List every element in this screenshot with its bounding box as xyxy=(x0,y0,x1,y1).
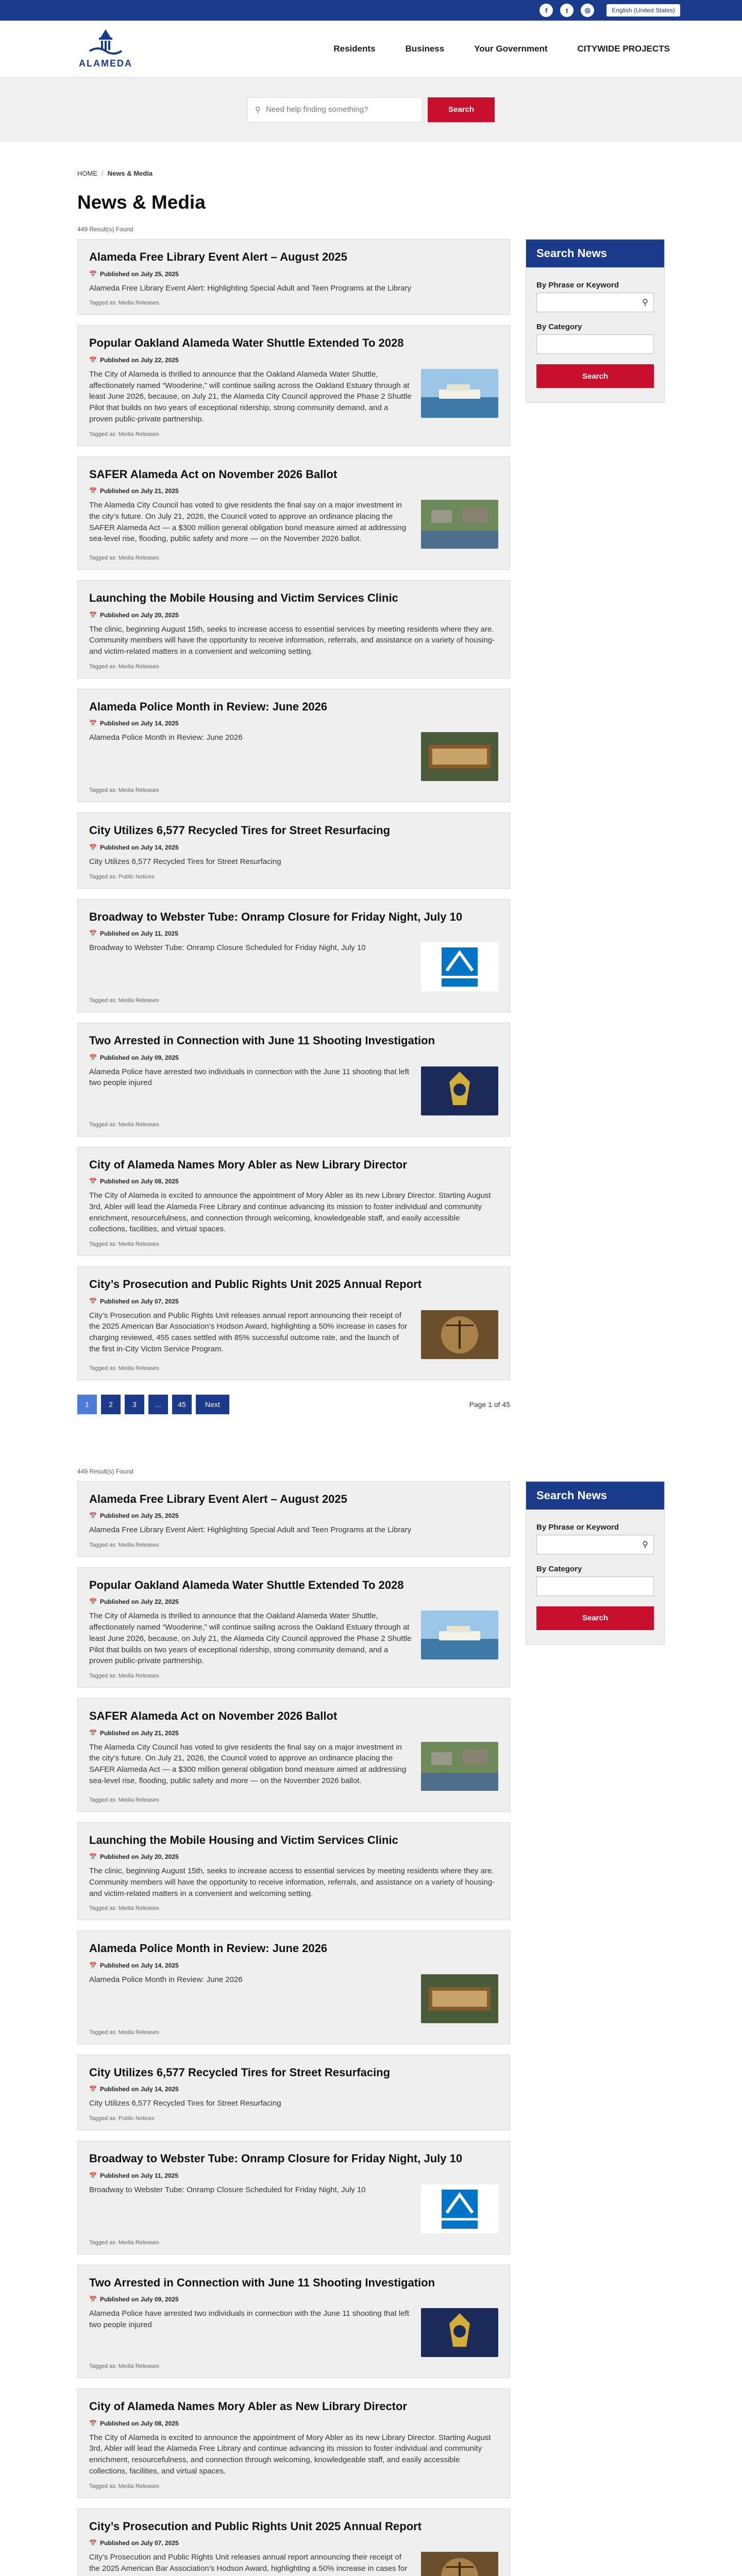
scales-of-justice-image xyxy=(421,2552,498,2576)
news-title-link[interactable]: City of Alameda Names Mory Abler as New Library Director xyxy=(89,2400,408,2413)
news-tag: Tagged as: Media Releases xyxy=(89,431,159,437)
news-summary: City’s Prosecution and Public Rights Unit releases annual report announcing their receipt of the 2025 American Bar Association’s Hodson Award, highlighting a 50% increase in cases for xyxy=(89,2553,408,2573)
publish-date-text: Published on July 09, 2025 xyxy=(99,2296,179,2303)
caltrans-logo xyxy=(421,942,498,991)
scales-of-justice-image xyxy=(421,1310,498,1359)
publish-date xyxy=(89,2086,498,2093)
calendar-icon: 📅 xyxy=(89,1961,97,1969)
publish-date-text: Published on July 14, 2025 xyxy=(99,720,179,727)
news-title-link[interactable]: City Utilizes 6,577 Recycled Tires for Street Resurfacing xyxy=(89,2065,391,2079)
news-tag: Tagged as: Public Notices xyxy=(89,873,155,880)
main-nav xyxy=(333,44,670,54)
results-section xyxy=(77,1468,665,2576)
publish-date xyxy=(89,720,498,727)
news-card xyxy=(77,2388,510,2498)
news-title-link[interactable]: Broadway to Webster Tube: Onramp Closure for Friday Night, July 10 xyxy=(89,910,463,923)
pagination xyxy=(77,1395,510,1414)
publish-date xyxy=(89,2420,498,2427)
publish-date-text: Published on July 14, 2025 xyxy=(99,1961,179,1969)
publish-date xyxy=(89,2296,498,2303)
language-select[interactable]: English (United States) xyxy=(606,4,680,16)
news-tag: Tagged as: Media Releases xyxy=(89,2483,159,2489)
page-title: News & Media xyxy=(77,192,206,213)
news-card xyxy=(77,1822,510,1921)
search-news-button[interactable]: Search xyxy=(536,364,654,388)
news-card xyxy=(77,1698,510,1812)
nav-citywide-projects[interactable]: CITYWIDE PROJECTS xyxy=(577,43,670,54)
news-summary: The City of Alameda is thrilled to announce that the Oakland Alameda Water Shuttle, affectionately named “Wooderine,” will continue sailing across the Oakland Estuary through at least June 2026, because, on July 21, the Alameda City Council approved the Phase 2 Shuttle Pilot that builds on two years of exceptional ridership, strong community demand, and a proven public-private partnership. xyxy=(89,1612,412,1666)
news-title-link[interactable]: Alameda Police Month in Review: June 2026 xyxy=(89,700,328,713)
calendar-icon: 📅 xyxy=(89,1297,97,1305)
city-seal-icon xyxy=(88,28,124,57)
publish-date-text: Published on July 21, 2025 xyxy=(99,1729,179,1737)
publish-date-text: Published on July 11, 2025 xyxy=(99,2172,179,2179)
news-card xyxy=(77,689,510,803)
news-title-link[interactable]: Two Arrested in Connection with June 11 Shooting Investigation xyxy=(89,2276,435,2289)
news-summary: Alameda Police have arrested two individuals in connection with the June 11 shooting that left two people injured xyxy=(89,1067,409,1088)
search-news-panel xyxy=(526,239,665,403)
calendar-icon: 📅 xyxy=(89,1512,97,1519)
water-shuttle-photo xyxy=(421,1611,498,1659)
caltrans-logo xyxy=(421,2184,498,2233)
news-title-link[interactable]: Launching the Mobile Housing and Victim Services Clinic xyxy=(89,591,398,604)
news-summary: Alameda Police Month in Review: June 2026 xyxy=(89,733,243,742)
news-tag: Tagged as: Media Releases xyxy=(89,2029,159,2036)
publish-date-text: Published on July 08, 2025 xyxy=(99,1178,179,1185)
news-summary: Alameda Free Library Event Alert: Highlighting Special Adult and Teen Programs at the Library xyxy=(89,1526,412,1534)
nav-your-government[interactable]: Your Government xyxy=(474,43,548,54)
police-sign-photo xyxy=(421,1974,498,2023)
breadcrumb-home[interactable]: HOME xyxy=(77,170,97,177)
news-summary: The City of Alameda is thrilled to announce that the Oakland Alameda Water Shuttle, affectionately named “Wooderine,” will continue sailing across the Oakland Estuary through at least June 2026, because, on July 21, the Alameda City Council approved the Phase 2 Shuttle Pilot that builds on two years of exceptional ridership, strong community demand, and a proven public-private partnership. xyxy=(89,369,412,423)
news-summary: City’s Prosecution and Public Rights Unit releases annual report announcing their receipt of the 2025 American Bar Association’s Hodson Award, highlighting a 50% increase in cases for charging reviewed, 455 cases settled with 85% successful outcome rate, and the launch of the first in-City Victim Service Program. xyxy=(89,1311,408,1353)
publish-date xyxy=(89,1512,498,1519)
news-summary: Broadway to Webster Tube: Onramp Closure Scheduled for Friday Night, July 10 xyxy=(89,2185,366,2194)
calendar-icon: 📅 xyxy=(89,720,97,727)
news-card xyxy=(77,1147,510,1257)
calendar-icon: 📅 xyxy=(89,2172,97,2179)
news-summary: The City of Alameda is excited to announce the appointment of Mory Abler as its new Library Director. Starting August 3rd, Abler will lead the Alameda Free Library and continue advancing its mission to foster individual and community enrichment, resourcefulness, and connection through welcoming, knowledgeable staff, and easily accessible collections, facilities, and virtual spaces. xyxy=(89,2433,491,2476)
news-summary: Alameda Police Month in Review: June 2026 xyxy=(89,1975,243,1984)
publish-date-text: Published on July 22, 2025 xyxy=(99,356,179,364)
news-card xyxy=(77,1567,510,1688)
publish-date xyxy=(89,1178,498,1185)
news-title-link[interactable]: Alameda Police Month in Review: June 2026 xyxy=(89,1942,328,1955)
keyword-label: By Phrase or Keyword xyxy=(536,1522,619,1532)
breadcrumb xyxy=(77,170,665,177)
news-card xyxy=(77,2141,510,2255)
news-title-link[interactable]: Alameda Free Library Event Alert – August 2025 xyxy=(89,1492,347,1505)
facebook-icon[interactable]: f xyxy=(539,4,553,17)
news-title-link[interactable]: SAFER Alameda Act on November 2026 Ballot xyxy=(89,1709,338,1722)
calendar-icon: 📅 xyxy=(89,1598,97,1606)
news-summary: The Alameda City Council has voted to give residents the final say on a major investment in the city’s future. On July 21, 2026, the Council voted to approve an ordinance placing the SAFER Alameda Act — a $300 million general obligation bond measure aimed at addressing sea-level rise, flooding, public safety and more — on the November 2026 ballot. xyxy=(89,501,407,544)
news-title-link[interactable]: City’s Prosecution and Public Rights Unit 2025 Annual Report xyxy=(89,1278,422,1291)
publish-date-text: Published on July 22, 2025 xyxy=(99,1598,179,1606)
nav-business[interactable]: Business xyxy=(405,43,445,54)
news-summary: The clinic, beginning August 15th, seeks to increase access to essential services by meeting residents where they are. Community members will have the opportunity to receive information, referrals, and assistance on a variety of housing- and victim-related matters in a convenient and welcoming setting. xyxy=(89,624,495,656)
news-tag: Tagged as: Media Releases xyxy=(89,555,159,561)
news-title-link[interactable]: Two Arrested in Connection with June 11 Shooting Investigation xyxy=(89,1034,435,1047)
calendar-icon: 📅 xyxy=(89,2539,97,2547)
next-page-button[interactable]: Next xyxy=(196,1395,229,1414)
calendar-icon: 📅 xyxy=(89,487,97,495)
publish-date xyxy=(89,1730,498,1737)
search-placeholder: Need help finding something? xyxy=(266,105,368,114)
news-tag: Tagged as: Media Releases xyxy=(89,1365,159,1371)
instagram-icon[interactable]: ◎ xyxy=(581,4,594,17)
publish-date-text: Published on July 25, 2025 xyxy=(99,270,179,278)
category-select[interactable] xyxy=(536,334,654,354)
publish-date xyxy=(89,1298,498,1305)
site-search-button[interactable]: Search xyxy=(428,97,495,122)
news-tag: Tagged as: Media Releases xyxy=(89,2239,159,2246)
publish-date xyxy=(89,2172,498,2179)
calendar-icon: 📅 xyxy=(89,2086,97,2093)
publish-date xyxy=(89,2539,498,2547)
news-tag: Tagged as: Media Releases xyxy=(89,663,159,670)
publish-date xyxy=(89,844,498,851)
news-tag: Tagged as: Media Releases xyxy=(89,1797,159,1803)
nav-residents[interactable]: Residents xyxy=(333,43,376,54)
twitter-icon[interactable]: t xyxy=(560,4,574,17)
news-card xyxy=(77,812,510,888)
publish-date xyxy=(89,1853,498,1860)
news-summary: Broadway to Webster Tube: Onramp Closure Scheduled for Friday Night, July 10 xyxy=(89,943,366,952)
calendar-icon: 📅 xyxy=(89,1054,97,1061)
news-summary: Alameda Free Library Event Alert: Highlighting Special Adult and Teen Programs at the Library xyxy=(89,283,412,293)
calendar-icon: 📅 xyxy=(89,1178,97,1185)
news-title-link[interactable]: Alameda Free Library Event Alert – August 2025 xyxy=(89,250,347,263)
publish-date xyxy=(89,270,498,278)
aerial-photo xyxy=(421,1742,498,1791)
police-badge-image xyxy=(421,2308,498,2357)
news-tag: Tagged as: Media Releases xyxy=(89,1241,159,1247)
news-tag: Tagged as: Media Releases xyxy=(89,1673,159,1679)
news-card xyxy=(77,580,510,679)
search-news-button[interactable]: Search xyxy=(536,1606,654,1630)
news-list xyxy=(77,239,510,1455)
keyword-label: By Phrase or Keyword xyxy=(536,281,619,290)
news-tag: Tagged as: Media Releases xyxy=(89,300,159,307)
news-card xyxy=(77,1023,510,1137)
site-search-input[interactable] xyxy=(247,97,423,122)
site-logo[interactable] xyxy=(72,28,139,69)
breadcrumb-separator: / xyxy=(102,170,104,177)
calendar-icon: 📅 xyxy=(89,356,97,364)
logo-text: ALAMEDA xyxy=(79,58,132,69)
aerial-photo xyxy=(421,500,498,549)
category-select[interactable] xyxy=(536,1577,654,1596)
news-title-link[interactable]: Popular Oakland Alameda Water Shuttle Extended To 2028 xyxy=(89,336,404,350)
publish-date xyxy=(89,1054,498,1061)
publish-date-text: Published on July 21, 2025 xyxy=(99,487,179,495)
news-title-link[interactable]: City’s Prosecution and Public Rights Unit 2025 Annual Report xyxy=(89,2519,422,2533)
result-count: 449 Result(s) Found xyxy=(77,1467,133,1475)
publish-date-text: Published on July 11, 2025 xyxy=(99,930,179,937)
news-title-link[interactable]: City Utilizes 6,577 Recycled Tires for Street Resurfacing xyxy=(89,824,391,837)
news-title-link[interactable]: SAFER Alameda Act on November 2026 Ballot xyxy=(89,467,338,481)
main-content xyxy=(77,170,665,2576)
keyword-input[interactable] xyxy=(536,293,654,312)
result-count: 449 Result(s) Found xyxy=(77,226,133,233)
category-label: By Category xyxy=(536,323,582,331)
calendar-icon: 📅 xyxy=(89,843,97,851)
police-sign-photo xyxy=(421,732,498,781)
publish-date-text: Published on July 25, 2025 xyxy=(99,1512,179,1519)
page-button[interactable]: ... xyxy=(148,1395,168,1414)
publish-date xyxy=(89,487,498,495)
search-icon: ⚲ xyxy=(255,105,261,114)
calendar-icon: 📅 xyxy=(89,2296,97,2303)
water-shuttle-photo xyxy=(421,369,498,418)
category-label: By Category xyxy=(536,1564,582,1573)
news-title-link[interactable]: Launching the Mobile Housing and Victim Services Clinic xyxy=(89,1833,398,1846)
news-title-link[interactable]: Popular Oakland Alameda Water Shuttle Extended To 2028 xyxy=(89,1578,404,1591)
news-card xyxy=(77,456,510,570)
site-search xyxy=(0,77,742,142)
news-tag: Tagged as: Media Releases xyxy=(89,1121,159,1128)
publish-date-text: Published on July 20, 2025 xyxy=(99,611,179,619)
news-tag: Tagged as: Media Releases xyxy=(89,2363,159,2369)
page-info: Page 1 of 45 xyxy=(469,1400,510,1409)
news-card xyxy=(77,2265,510,2379)
news-title-link[interactable]: Broadway to Webster Tube: Onramp Closure for Friday Night, July 10 xyxy=(89,2152,463,2165)
news-card xyxy=(77,239,510,315)
results-section xyxy=(77,226,665,1455)
calendar-icon: 📅 xyxy=(89,930,97,937)
breadcrumb-current: News & Media xyxy=(107,170,153,177)
publish-date-text: Published on July 07, 2025 xyxy=(99,2539,179,2547)
news-summary: Alameda Police have arrested two individuals in connection with the June 11 shooting that left two people injured xyxy=(89,2309,409,2329)
news-tag: Tagged as: Media Releases xyxy=(89,1905,159,1912)
news-title-link[interactable]: City of Alameda Names Mory Abler as New Library Director xyxy=(89,1158,408,1171)
search-news-title: Search News xyxy=(526,1482,664,1510)
news-list xyxy=(77,1481,510,2576)
news-summary: City Utilizes 6,577 Recycled Tires for Street Resurfacing xyxy=(89,2099,281,2108)
publish-date xyxy=(89,357,498,364)
publish-date xyxy=(89,612,498,619)
news-card xyxy=(77,1930,510,2044)
news-card xyxy=(77,2055,510,2130)
publish-date-text: Published on July 09, 2025 xyxy=(99,1054,179,1061)
news-tag: Tagged as: Public Notices xyxy=(89,2115,155,2122)
news-summary: The City of Alameda is excited to announce the appointment of Mory Abler as its new Library Director. Starting August 3rd, Abler will lead the Alameda Free Library and continue advancing its mission to foster individual and community enrichment, resourcefulness, and connection through welcoming, knowledgeable staff, and easily accessible collections, facilities, and virtual spaces. xyxy=(89,1191,491,1234)
publish-date-text: Published on July 08, 2025 xyxy=(99,2419,179,2427)
publish-date xyxy=(89,1962,498,1969)
search-icon: ⚲ xyxy=(642,1540,648,1549)
news-card xyxy=(77,1481,510,1557)
news-tag: Tagged as: Media Releases xyxy=(89,997,159,1004)
search-news-title: Search News xyxy=(526,240,664,267)
news-tag: Tagged as: Media Releases xyxy=(89,787,159,794)
publish-date-text: Published on July 14, 2025 xyxy=(99,843,179,851)
calendar-icon: 📅 xyxy=(89,1853,97,1860)
news-card xyxy=(77,899,510,1013)
results-sections xyxy=(77,226,665,2576)
keyword-input[interactable] xyxy=(536,1535,654,1554)
news-card xyxy=(77,325,510,446)
site-header xyxy=(0,21,742,77)
police-badge-image xyxy=(421,1066,498,1115)
page-button[interactable]: 2 xyxy=(101,1395,121,1414)
calendar-icon: 📅 xyxy=(89,270,97,278)
publish-date-text: Published on July 20, 2025 xyxy=(99,1853,179,1860)
news-summary: City Utilizes 6,577 Recycled Tires for Street Resurfacing xyxy=(89,857,281,866)
publish-date xyxy=(89,1598,498,1605)
publish-date-text: Published on July 07, 2025 xyxy=(99,1297,179,1305)
page-button[interactable]: 1 xyxy=(77,1395,97,1414)
page-button[interactable]: 45 xyxy=(172,1395,192,1414)
news-summary: The clinic, beginning August 15th, seeks to increase access to essential services by meeting residents where they are. Community members will have the opportunity to receive information, referrals, and assistance on a variety of housing- and victim-related matters in a convenient and welcoming setting. xyxy=(89,1867,495,1898)
search-icon: ⚲ xyxy=(642,298,648,307)
utility-bar xyxy=(0,0,742,21)
search-news-panel xyxy=(526,1481,665,1645)
publish-date xyxy=(89,930,498,937)
news-tag: Tagged as: Media Releases xyxy=(89,1541,159,1548)
page-button[interactable]: 3 xyxy=(125,1395,144,1414)
news-card xyxy=(77,1266,510,1380)
news-card xyxy=(77,2509,510,2576)
calendar-icon: 📅 xyxy=(89,611,97,619)
calendar-icon: 📅 xyxy=(89,1729,97,1737)
news-summary: The Alameda City Council has voted to give residents the final say on a major investment in the city’s future. On July 21, 2026, the Council voted to approve an ordinance placing the SAFER Alameda Act — a $300 million general obligation bond measure aimed at addressing sea-level rise, flooding, public safety and more — on the November 2026 ballot. xyxy=(89,1742,407,1785)
calendar-icon: 📅 xyxy=(89,2419,97,2427)
publish-date-text: Published on July 14, 2025 xyxy=(99,2086,179,2093)
